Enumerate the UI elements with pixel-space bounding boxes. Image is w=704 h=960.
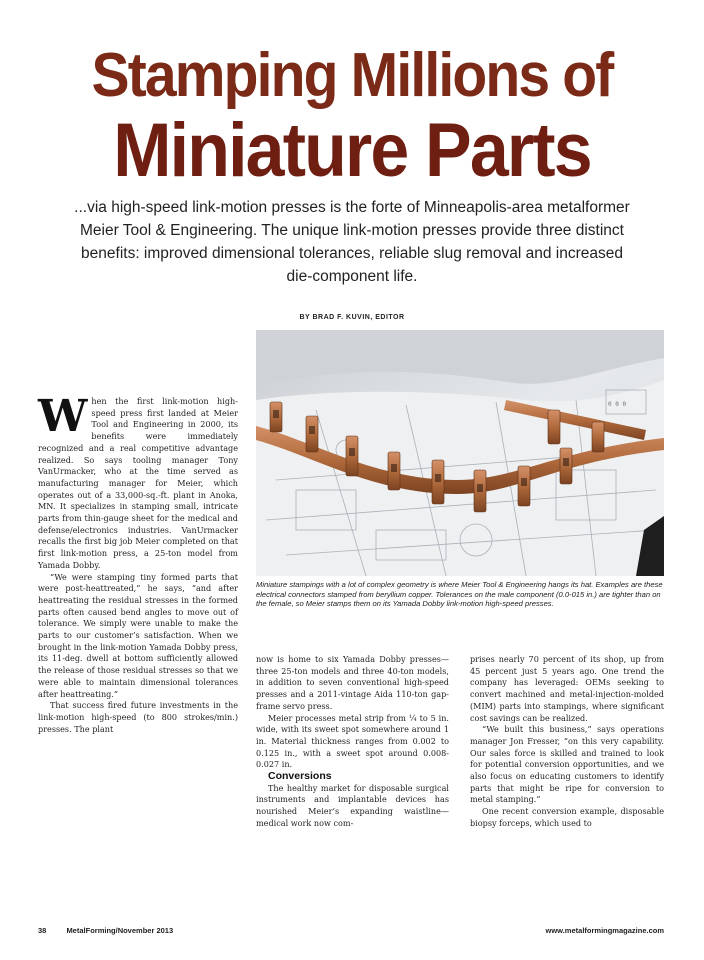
section-subhead: Conversions	[268, 770, 332, 783]
paragraph: “We built this business,” says operations manager Jon Fresser, “on this very capability. Our sales force is skilled and trained to look for potential conversion opportunities, and we also focus on educating customers to identify parts that might be ripe for conversion to metal stamping.”	[470, 724, 664, 805]
paragraph: now is home to six Yamada Dobby presses—three 25-ton models and three 40-ton models, in addition to seven conventional high-speed presses and a 2011-vintage Aida 110-ton gap-frame servo press.	[256, 654, 449, 711]
paragraph: The healthy market for disposable surgical instruments and implantable devices has nourished Meier’s expanding waistline—medical work now com-	[256, 782, 449, 828]
drop-cap: W	[38, 391, 88, 442]
article-title-line2: Miniature Parts	[113, 108, 591, 193]
article-title-line1: Stamping Millions of	[91, 41, 613, 110]
paragraph: That success fired future investments in the link-motion high-speed (to 800 strokes/min.) presses. The plant	[38, 700, 238, 734]
paragraph: Meier processes metal strip from ¼ to 5 in. wide, with its sweet spot somewhere around 1 in. Material thickness ranges from 0.002 to 0.125 in., with a sweet spot around 0.008-0.027 in.	[256, 712, 449, 770]
page-number: 38	[38, 926, 47, 935]
footer-url[interactable]: www.metalformingmagazine.com	[545, 926, 664, 935]
issue-label: MetalForming/November 2013	[66, 926, 174, 935]
byline: BY BRAD F. KUVIN, EDITOR	[299, 314, 405, 321]
paragraph: prises nearly 70 percent of its shop, up from 45 percent just 5 years ago. One trend the company has leveraged: OEMs seeking to convert machined and metal-injection-molded (MIM) parts into stampings, where significant cost savings can be realized.	[470, 654, 664, 723]
body-column-3	[470, 654, 664, 830]
paragraph: “We were stamping tiny formed parts that were post-heattreated,” he says, “and after heattreating the residual stresses in the formed parts often caused bend angles to move out of tolerance. We simply were unable to make the parts to our customer’s satisfaction. When we brought in the link-motion Yamada Dobby press, its 11-deg. dwell at bottom sufficiently allowed the release of those residual stresses so that we were able to maintain dimensional tolerances after heattreating.”	[38, 571, 238, 699]
article-deck: ...via high-speed link-motion presses is the forte of Minneapolis-area metalformer Meier Tool & Engineering. The unique link-motion presses provide three distinct benefits: improved dimensional tolerances, reliable slug removal and increased die-component life.	[74, 199, 630, 285]
photo-caption: Miniature stampings with a lot of complex geometry is where Meier Tool & Engineering hangs its hat. Examples are these electrical connectors stamped from beryllium copper. Tolerances on the male component (0.0-015 in.) are tighter than on the female, so Meier stamps them on its Yamada Dobby link-motion high-speed presses.	[256, 580, 663, 609]
paragraph: When the first link-motion high-speed press first landed at Meier Tool and Engineering in 2000, its benefits were immediately recognized and a real competitive advantage realized. So says tooling manager Tony VanUrmacker, who at the time served as manufacturing manager for Meier, which operates out of a 33,000-sq.-ft. plant in Anoka, MN. It specializes in stamping small, intricate parts from thin-gauge sheet for the medical and defense/electronics industries. VanUrmacker recalls the first big job Meier completed on that first link-motion press, a 25-ton model from Yamada Dobby.	[38, 391, 238, 570]
photo-connectors	[256, 330, 664, 576]
svg-text:0 0 0: 0 0 0	[608, 401, 627, 408]
footer-left	[38, 926, 173, 935]
paragraph: One recent conversion example, disposable biopsy forceps, which used to	[470, 806, 664, 828]
photo-illustration	[256, 330, 664, 576]
body-column-2	[256, 654, 449, 830]
body-column-1	[38, 391, 238, 735]
